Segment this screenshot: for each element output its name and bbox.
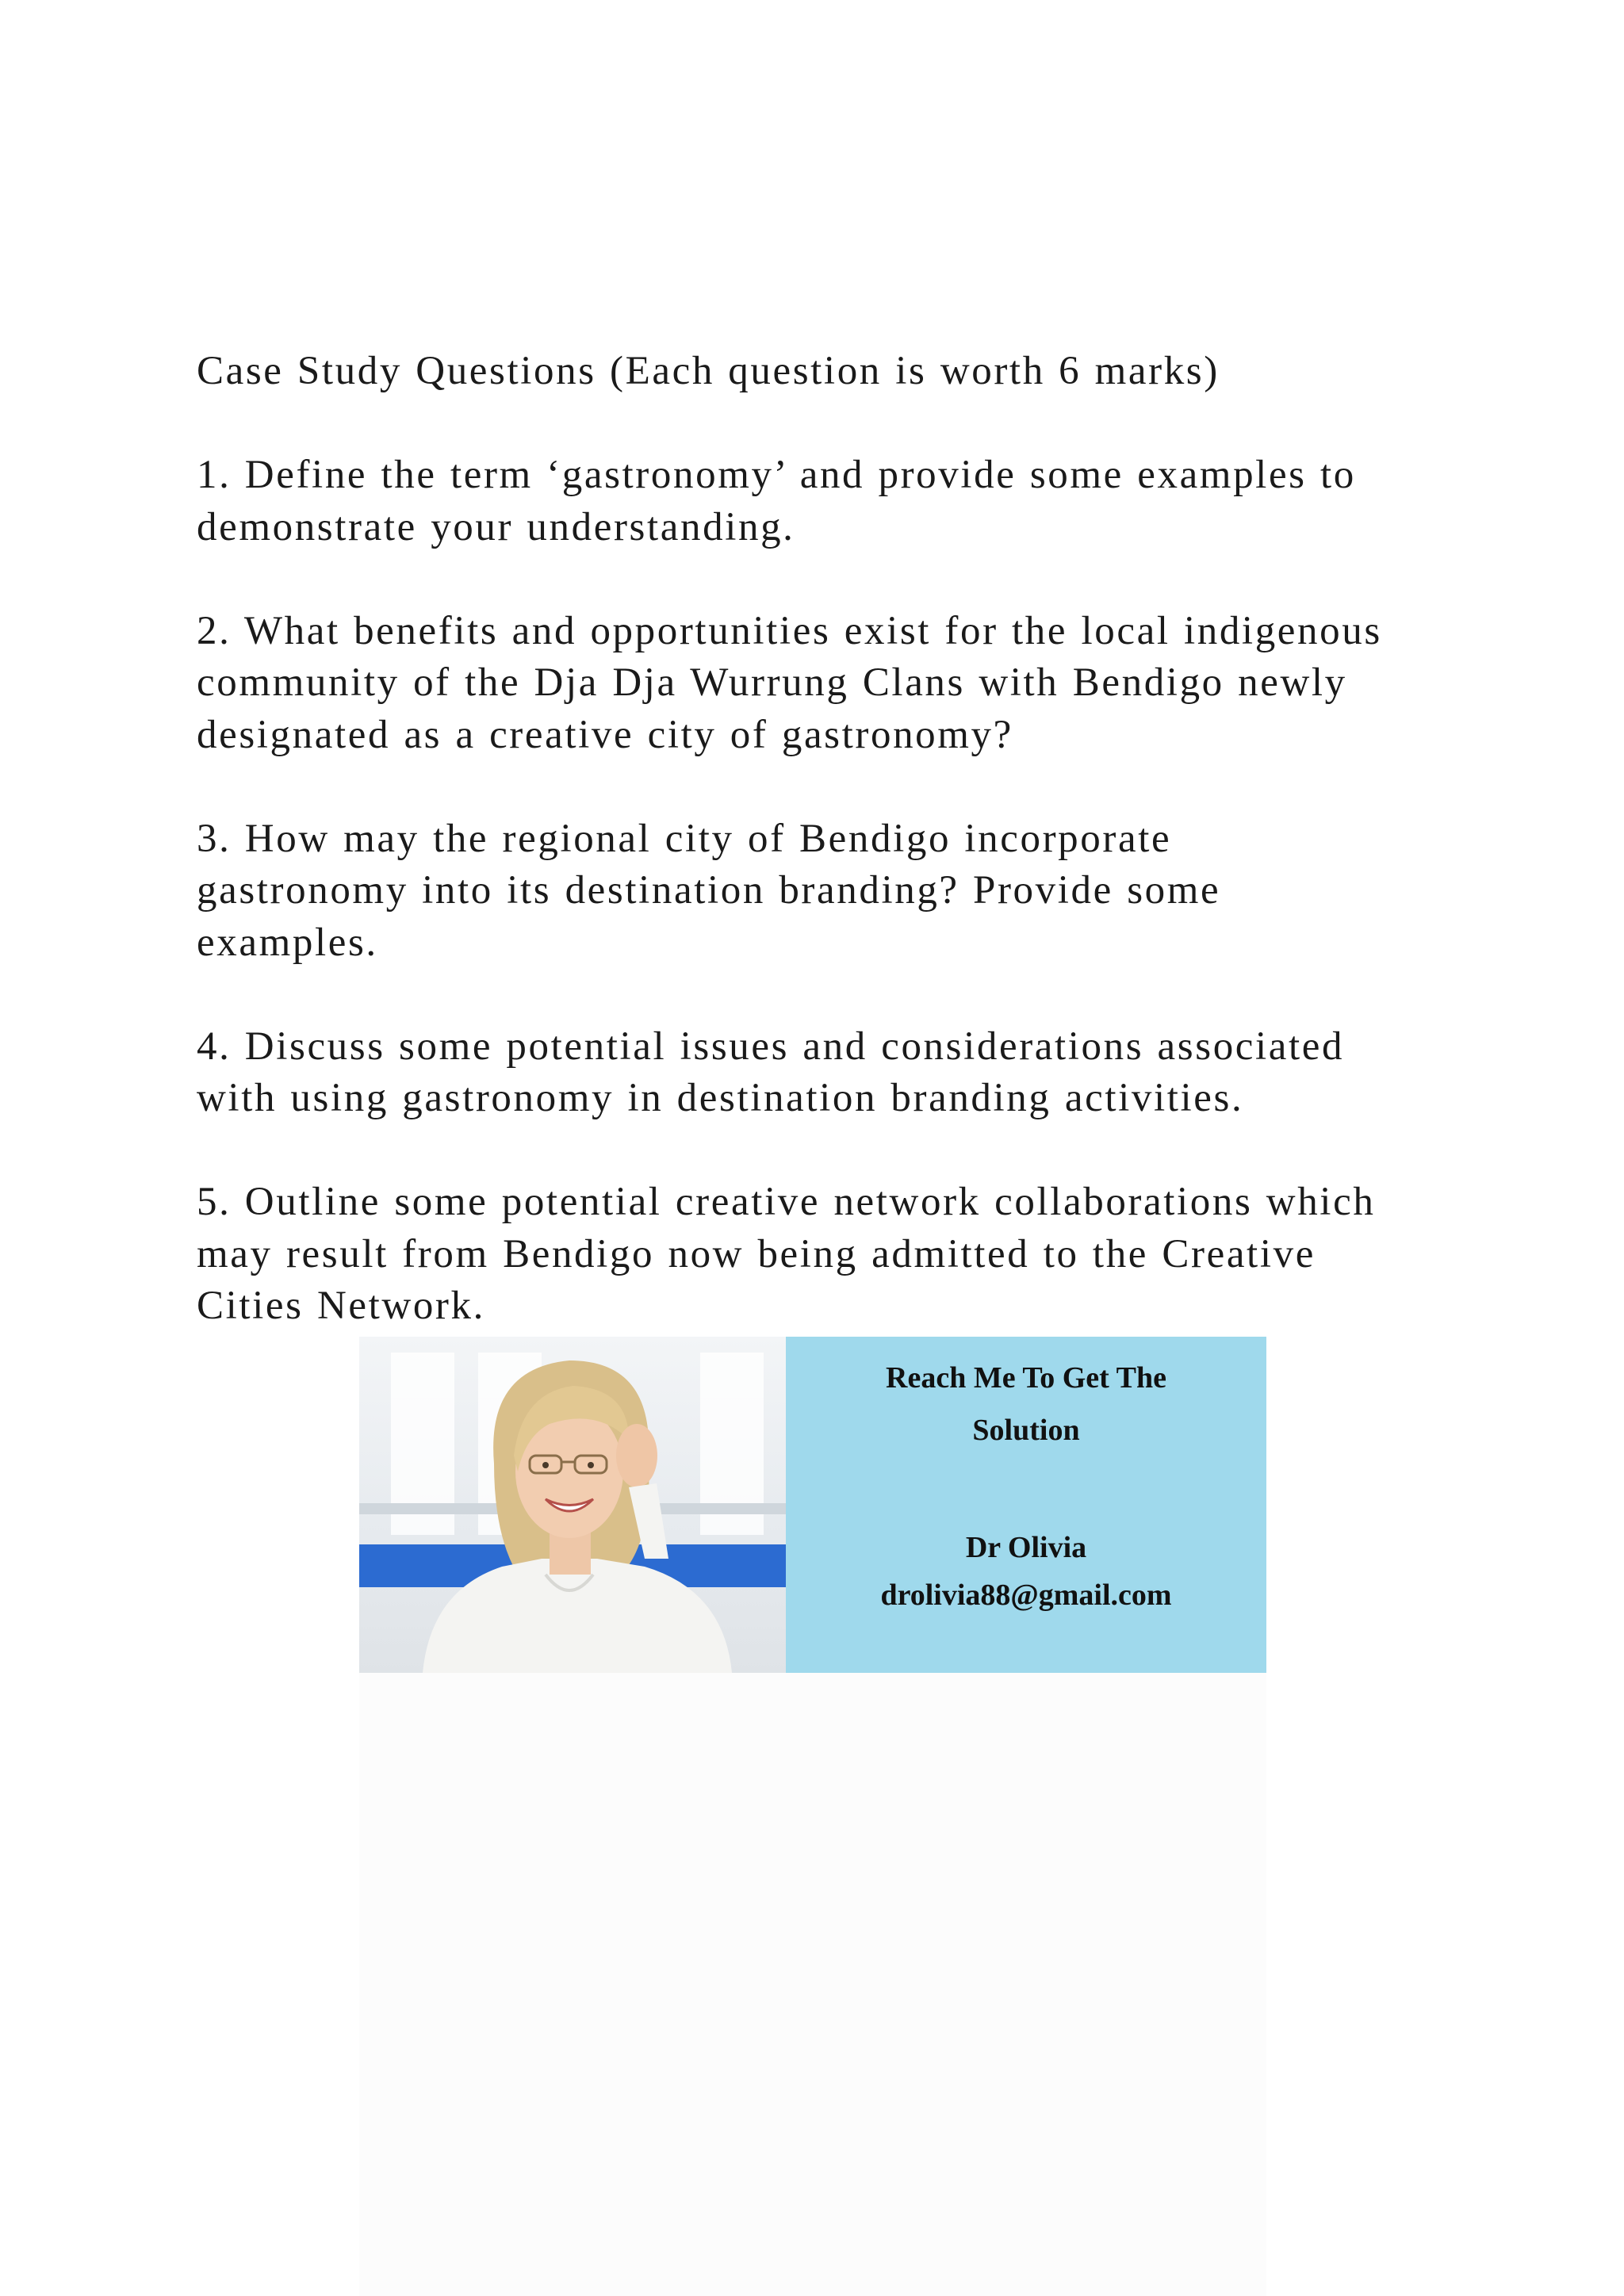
question-4 bbox=[197, 1021, 1513, 1125]
question-1 bbox=[197, 450, 1513, 553]
question-line: may result from Bendigo now being admitted to the Creative bbox=[197, 1231, 1316, 1276]
question-line: 3. How may the regional city of Bendigo incorporate bbox=[197, 816, 1172, 861]
question-3 bbox=[197, 813, 1513, 970]
contact-email: drolivia88@gmail.com bbox=[880, 1578, 1172, 1612]
advertisement-banner bbox=[359, 1337, 1266, 1673]
question-line: gastronomy into its destination branding? Provide some bbox=[197, 868, 1221, 913]
question-line: 1. Define the term ‘gastronomy’ and provide some examples to bbox=[197, 453, 1356, 497]
question-2 bbox=[197, 606, 1513, 762]
question-line: community of the Dja Dja Wurrung Clans with Bendigo newly bbox=[197, 660, 1347, 705]
ad-headline: Reach Me To Get The bbox=[886, 1361, 1166, 1395]
contact-name: Dr Olivia bbox=[965, 1531, 1087, 1564]
woman-figure-icon bbox=[359, 1337, 786, 1673]
question-line: with using gastronomy in destination branding activities. bbox=[197, 1076, 1244, 1120]
question-line: designated as a creative city of gastronomy? bbox=[197, 712, 1013, 757]
question-line: 2. What benefits and opportunities exist for the local indigenous bbox=[197, 608, 1382, 653]
document-body bbox=[197, 346, 1513, 1333]
question-line: demonstrate your understanding. bbox=[197, 504, 795, 549]
question-line: 5. Outline some potential creative network collaborations which bbox=[197, 1180, 1376, 1224]
question-line: examples. bbox=[197, 920, 378, 965]
contact-panel bbox=[786, 1337, 1266, 1673]
document-heading: Case Study Questions (Each question is worth 6 marks) bbox=[197, 349, 1220, 393]
question-5 bbox=[197, 1177, 1513, 1333]
question-line: 4. Discuss some potential issues and considerations associated bbox=[197, 1024, 1345, 1069]
blank-area bbox=[359, 1673, 1266, 2296]
woman-photo bbox=[359, 1337, 786, 1673]
ad-headline-2: Solution bbox=[972, 1414, 1080, 1447]
question-line: Cities Network. bbox=[197, 1284, 485, 1328]
